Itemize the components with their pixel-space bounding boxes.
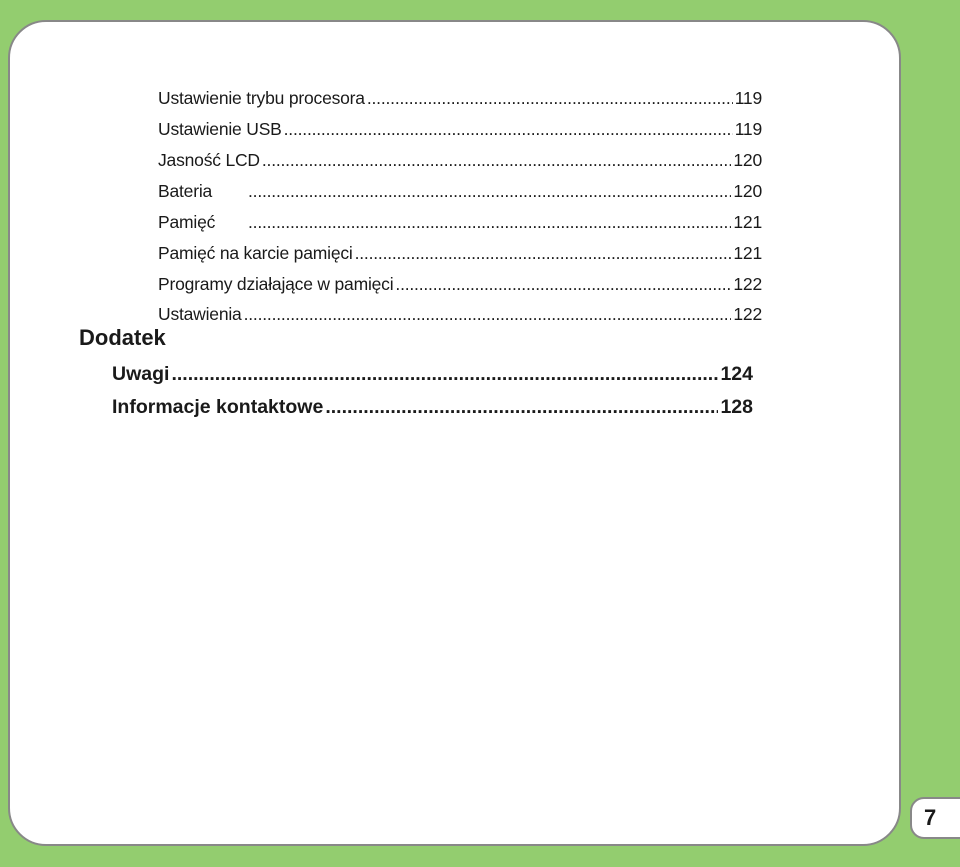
dot-leader <box>248 212 731 233</box>
toc-entry-title: Informacje kontaktowe <box>112 396 324 418</box>
toc-section-entry[interactable] <box>112 363 753 389</box>
toc-entry[interactable] <box>158 243 762 267</box>
dot-leader <box>284 119 733 140</box>
toc-entry-title: Uwagi <box>112 363 170 385</box>
toc-entry-title: Programy działające w pamięci <box>158 274 394 294</box>
toc-entry-title: Jasność LCD <box>158 150 260 170</box>
page-number: 7 <box>924 805 937 830</box>
toc-entry[interactable] <box>158 88 762 112</box>
toc-entry-title: Ustawienie trybu procesora <box>158 88 365 108</box>
toc-entry-page: 128 <box>720 396 753 418</box>
document-page <box>8 20 901 846</box>
toc-entry-title: Pamięć <box>158 212 216 232</box>
toc-entry-title: Pamięć na karcie pamięci <box>158 243 353 263</box>
toc-entry-page: 122 <box>733 304 762 324</box>
toc-entry[interactable] <box>158 181 762 205</box>
toc-entry-page: 121 <box>733 212 762 232</box>
toc-entry-page: 124 <box>720 363 753 385</box>
dot-leader <box>367 88 733 109</box>
dot-leader <box>244 304 732 325</box>
toc-entry[interactable] <box>158 119 762 143</box>
dot-leader <box>262 150 732 171</box>
toc-entry-title: Bateria <box>158 181 213 201</box>
toc-entry[interactable] <box>158 304 762 328</box>
toc-entry-page: 121 <box>733 243 762 263</box>
dot-leader <box>248 181 731 202</box>
toc-entry-page: 119 <box>734 88 762 108</box>
dot-leader <box>395 274 731 295</box>
dot-leader <box>325 396 718 419</box>
toc-entry[interactable] <box>158 212 762 236</box>
toc-entry-page: 119 <box>734 119 762 139</box>
toc-entry-title: Ustawienia <box>158 304 242 324</box>
toc-entry-page: 122 <box>733 274 762 294</box>
toc-entry[interactable] <box>158 150 762 174</box>
toc-section-entry[interactable] <box>112 396 753 422</box>
dot-leader <box>355 243 732 264</box>
toc-entry[interactable] <box>158 274 762 298</box>
toc-entry-title: Ustawienie USB <box>158 119 282 139</box>
toc-entry-page: 120 <box>733 150 762 170</box>
dot-leader <box>171 363 718 386</box>
toc-entry-page: 120 <box>733 181 762 201</box>
section-heading: Dodatek <box>79 325 166 350</box>
page-number-tab <box>910 797 960 839</box>
